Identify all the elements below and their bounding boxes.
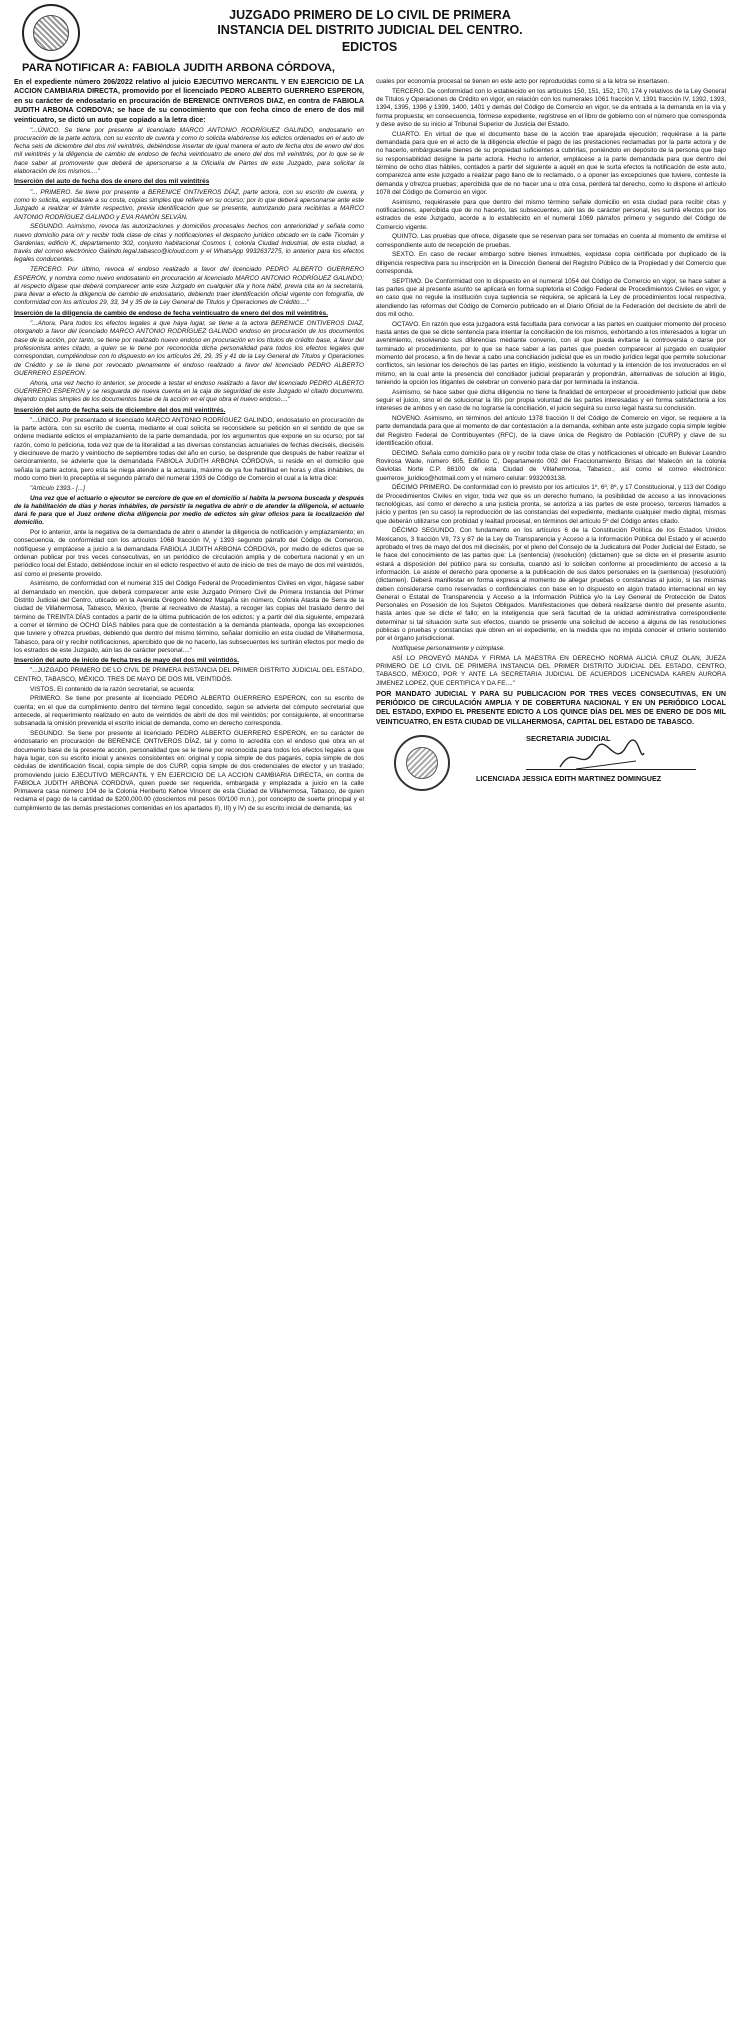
paragraph: SEXTO. En caso de recaer embargo sobre bienes inmuebles, expídase copia certificada por duplicado de la diligencia respectiva para su inscripción en la Dirección General del Registro Público de la Propiedad y del Comercio que corresponda. <box>376 251 726 276</box>
paragraph: ASÍ LO PROVEYÓ MANDA Y FIRMA LA MAESTRA EN DERECHO NORMA ALICIA CRUZ OLAN, JUEZA PRIMERO DE LO CIVIL DE PRIMERA INSTANCIA DEL PRIMER DISTRITO JUDICIAL DEL ESTADO, CENTRO, TABASCO, MÉXICO, POR Y ANTE LA SECRETARIA JUDICIAL DE ACUERDOS LICENCIADA KAREN AURORA JIMENEZ LOPEZ, QUE CERTIFICA Y DA FE...." <box>376 654 726 687</box>
paragraph: Una vez que el actuario o ejecutor se cerciore de que en el domicilio sí habita la persona buscada y después de la habilitación de días y horas inhábiles, de persistir la negativa de abrir o de atender la diligencia, el actuario dará fe para que el Juez ordene dicha diligencia por medio de edictos sin girar oficios para la localización del domicilio. <box>14 494 364 527</box>
paragraph: "... PRIMERO. Se tiene por presente a BERENICE ONTIVEROS DÍAZ, parte actora, con su escrito de cuenta, y como lo solicita, expídasele a su costa, copias simples que refiere en su ocurso; por lo que deberá apersonarse ante este Juzgado a realizar el trámite respectivo, previa identificación que se presente, autorizando para recibirlas a MARCO ANTONIO RODRÍGUEZ GALINDO y EVA RAMÓN SELVÁN. <box>14 188 364 221</box>
signature-line <box>526 769 696 770</box>
signature-title: SECRETARIA JUDICIAL <box>526 734 611 744</box>
paragraph: "...Ahora. Para todos los efectos legales a que haya lugar, se tiene a la actora BERENICE ONTIVEROS DIAZ, otorgando a favor del licenciado MARCO ANTONIO RODRÍGUEZ GALINDO endoso en procuración de los documentos base de la acción, por tanto, se tiene por realizado nuevo endoso en procuración en los títulos de crédito base, a favor del profesionista antes citado, a quien se le tiene por reconocida dicha personalidad para todos los efectos legales que correspondan, cumpliéndose con lo dispuesto en los artículos 26, 29, 35 y 41 de la Ley General de Títulos y Operaciones de Crédito y se le tiene por revocado plenamente el endoso realizado a favor del licenciado PEDRO ALBERTO GUERRERO ESPERON. <box>14 320 364 377</box>
paragraph: NOVENO. Asimismo, en términos del artículo 1378 fracción II del Código de Comercio en vigor, se requiere a la parte demandada para que al momento de dar contestación a la demanda, exhiban ante este juzgado copia simple legible del Registro Federal de Contribuyentes (RFC), de la clave única de Registro de Población (CURP) y clave de su identificación oficial. <box>376 415 726 447</box>
paragraph: QUINTO. Las pruebas que ofrece, dígasele que se reservan para ser tomadas en cuenta al momento de emitirse el correspondiente auto de recepción de pruebas. <box>376 233 726 249</box>
paragraph: "...JUZGADO PRIMERO DE LO CIVIL DE PRIMERA INSTANCIA DEL PRIMER DISTRITO JUDICIAL DEL ESTADO, CENTRO, TABASCO, MÉXICO. TRES DE MAYO DE DOS MIL VEINTIDÓS. <box>14 667 364 683</box>
left-column <box>14 78 364 814</box>
section-title: EDICTOS <box>341 40 398 54</box>
paragraph: CUARTO. En virtud de que el documento base de la acción trae aparejada ejecución; requiérase a la parte demandada para que en el acto de la diligencia efectúe el pago de las prestaciones reclamadas por la parte actora y de no hacerlo, embárguesele bienes de su propiedad suficientes a cubrirlas, poniéndolo en depósito de la persona que bajo su responsabilidad designe la parte actora. Hecho lo anterior, emplácese a la parte demandada para que dentro del término de ocho días hábiles, contados a partir del siguiente a aquél en que le surta efectos la notificación de este auto, comparezca ante este juzgado a realizar pago llano de lo reclamado, o a oponer las excepciones que tuviere, conteste la demanda y ofrezca pruebas; apercibida que de no hacer una u otra cosa, perderá tal derecho, como lo dispone el artículo 1078 del Código de Comercio en vigor. <box>376 130 726 196</box>
paragraph: "...ÚNICO. Se tiene por presente al licenciado MARCO ANTONIO RODRÍGUEZ GALINDO, endosatario en procuración de la parte actora, con su escrito de cuenta y como lo solicita elabórense los edictos ordenados en el auto de fecha seis de diciembre del dos mil veintitrés, debiéndose insertar de igual manera el auto de fecha dos de enero del dos mil veintitrés y la diligencia de cambio de endoso de fecha veinticuatro de enero del dos mil veintitrés, por lo que se le hace saber al promovente que deberá de apersonarse a la Oficialía de Partes de este Juzgado, para solicitar la elaboración de los mismos...." <box>14 126 364 176</box>
paragraph: DÉCIMO SEGUNDO. Con fundamento en los artículos 6 de la Constitución Política de los Estados Unidos Mexicanos, 3 fracción VII, 73 y 87 de la Ley de Transparencia y Acceso a la Información Pública del Estado y el acuerdo aprobado el tres de mayo del dos mil dieciséis, por el pleno del Consejo de la Judicatura del Poder Judicial del Estado, se le hace del conocimiento de las partes que: La (sentencia) (resolución) (dictamen) que se dicte en el presente asunto estará a disposición del público para su consulta, cuando así lo soliciten conforme al procedimiento de acceso a la información. Le asiste el derecho para oponerse a la publicación de sus datos personales en la (sentencia) (resolución) (dictamen). Deberá manifestar en forma expresa al momento de allegar pruebas o constancias al juicio, si las mismas deben considerarse como reservadas o confidenciales con base en lo dispuesto en algún tratado internacional en ley General o Estatal de Transparencia y Acceso a la Información Pública y/o la Ley General de Protección de Datos Personales en Posesión de los Sujetos Obligados. Manifestaciones que deberá realizarse dentro del presente asunto, hasta antes que se dicte el fallo; en la inteligencia que será facultad de la unidad administrativa correspondiente determinar si tal situación surte sus efectos, cuando se presente una solicitud de acceso a alguna de las resoluciones públicas o pruebas y constancias que obren en el expediente, en la medida que no impida conocer el criterio sostenido por el órgano jurisdiccional. <box>376 527 726 643</box>
paragraph: VISTOS. El contenido de la razón secretarial, se acuerda: <box>30 685 195 693</box>
paragraph: TERCERO. Por último, revoca el endoso realizado a favor del licenciado PEDRO ALBERTO GUERRERO ESPERON, y nombra como nuevo endosatario en procuración al licenciado MARCO ANTONIO RODRÍGUEZ GALINDO; al respecto dígase que deberá comparecer ante este Juzgado en cualquier día y hora hábil, previa cita en la secretaría, para llevar a efecto la diligencia de cambio de endosatario, debiendo traer identificación oficial vigente con fotografía, de conformidad con los artículos 29, 33, 34 y 35 de la Ley General de Títulos y Operaciones de Crédito...." <box>14 266 364 307</box>
paragraph: "...ÚNICO. Por presentado el licenciado MARCO ANTONIO RODRÍGUEZ GALINDO, endosatario en procuración de la parte actora, con su escrito de cuenta, mediante el cual solicita se reconsidere su petición en el sentido de que se ordene mediante edictos el emplazamiento de la parte demandada, por los argumentos que expone en su ocurso; por tal razón, como lo peticiona, toda vez que de la literalidad a las diversas constancias actuariales de fechas dieciséis, dieciséis y diecinueve de marzo y veintiocho de septiembre todas del año en curso, se desprende que después de haber realizar el cercioramiento, se advierte que la demandada FABIOLA JUDITH ARBONA CÓRDOVA, si reside en el domicilio que señala la parte actora, pero esta se niega atender a la actuaria, máxime de ya fue habilitad en horas y días inhábiles, de modo como bien lo preceptúa el segundo párrafo del numeral 1393 de Código de Comercio el cual a la letra dice: <box>14 416 364 482</box>
paragraph: Asimismo, requiérasele para que dentro del mismo término señale domicilio en esta ciudad para recibir citas y notificaciones, apercibida que de no hacerlo, las subsecuentes, aún las de carácter personal, les surtirá efectos por los estrados de este Juzgado, acorde a lo establecido en el numeral 1069 párrafos primero y segundo del Código de Comercio vigente. <box>376 198 726 231</box>
judicial-seal-icon <box>394 735 450 791</box>
signature-block <box>376 731 726 795</box>
paragraph: DÉCIMO PRIMERO. De conformidad con lo previsto por los artículos 1º, 6º, 8º, y 17 Constitucional, y 113 del Código de Procedimientos Civiles en vigor, toda vez que es un derecho humano, la posibilidad de acceso a las innovaciones tecnológicas, así como el derecho a una justicia pronta, se autoriza a las partes de este proceso, terceros llamados a juicio y peritos (en su caso) la reproducción de las constancias del expediente, mediante cualquier medio digital, mismas que deberán utilizarse con probidad y lealtad procesal, en términos del artículo 5º del Código antes citado. <box>376 484 726 525</box>
court-name <box>160 8 580 38</box>
paragraph: POR MANDATO JUDICIAL Y PARA SU PUBLICACION POR TRES VECES CONSECUTIVAS, EN UN PERIÓDICO DE CIRCULACIÓN AMPLIA Y DE COBERTURA NACIONAL Y EN UN PERIÓDICO LOCAL DEL ESTADO, EXPIDO EL PRESENTE EDICTO A LOS QUINCE DÍAS DEL MES DE ENERO DE DOS MIL VEINTICUATRO, EN ESTA CIUDAD DE VILLAHERMOSA, CAPITAL DEL ESTADO DE TABASCO. <box>376 689 726 726</box>
paragraph: DECIMO. Señala como domicilio para oír y recibir toda clase de citas y notificaciones el ubicado en Bulevar Leandro Rovirosa Wade, número 605, Edificio C, Departamento 002 del Fraccionamiento Brisas del Malecón en la colonia Gaviotas Norte C.P. 86100 de esta Ciudad de Villahermosa, Tabasco., así como el correo electrónico: guerreroe_juridico@hotmail.com y el número celular: 9932093138. <box>376 449 726 482</box>
edict-header <box>0 0 739 78</box>
paragraph: cuales por economía procesal se tienen en este acto por reproducidas como si a la letra se insertasen. <box>376 78 670 85</box>
paragraph: OCTAVO. En razón que esta juzgadora está facultada para convocar a las partes en cualquier momento del proceso hasta antes de que se dicte sentencia para intentar la conciliación de los mismos, exhortando a los interesados a lograr un avenimiento, resolviendo sus diferencias mediante convenio, con el que pueda evitarse la controversia o darse por terminado el procedimiento, por lo que se hace saber a las partes que pueden comparecer al juzgado en cualquier momento del proceso, a fin de llevar a cabo una conciliación judicial que es un medio jurídico legal que permite solucionar conflictos, sin lesionar los derechos de las partes en litigio, existiendo la voluntad y la intención de los involucrados en el mismo, en la cual ante la presencia del conciliador judicial prepararán y propondrán, alternativas de solución al litigio, teniendo la opción los litigantes de celebrar un convenio para dar por terminada la instancia. <box>376 320 726 386</box>
notify-line: PARA NOTIFICAR A: FABIOLA JUDITH ARBONA CÓRDOVA, <box>22 62 335 74</box>
court-line-1: JUZGADO PRIMERO DE LO CIVIL DE PRIMERA <box>229 8 511 22</box>
paragraph: Inserción del auto de fecha seis de diciembre del dos mil veintitrés. <box>14 406 226 414</box>
paragraph: Ahora, una vez hecho lo anterior, se procede a testar el endoso realizado a favor del licenciado PEDRO ALBERTO GUERRERO ESPERON y se resguarda de nueva cuenta en la caja de seguridad de este Juzgado el citado documento, dejando copias simples de los documentos base de la acción en el que obra el nuevo endoso...." <box>14 379 364 404</box>
paragraph: PRIMERO. Se tiene por presente al licenciado PEDRO ALBERTO GUERRERO ESPERON, con su escrito de cuenta; en el que da cumplimiento dentro del término legal concedido, según se advierte del cómputo secretarial que antecede, al requerimiento realizado en auto de veintidós de abril de dos mil veintidós; por consiguiente, al encontrarse subsanada la omisión prevenida el escrito inicial de demanda, como en derecho corresponda. <box>14 695 364 728</box>
paragraph: En el expediente número 206/2022 relativo al juicio EJECUTIVO MERCANTIL Y EN EJERCICIO DE LA ACCION CAMBIARIA DIRECTA, promovido por el licenciado PEDRO ALBERTO GUERRERO ESPERON, en su carácter de endosatario en procuración de BERENICE ONTIVEROS DIAZ, en contra de FABIOLA JUDITH ARBONA CORDOVA; se hace de su conocimiento que con fecha cinco de enero de dos mil veinticuatro, se dictó un auto que copiado a la letra dice: <box>14 78 364 124</box>
paragraph: "Artículo 1393.- [...] <box>30 484 85 492</box>
paragraph: Notifíquese personalmente y cúmplase. <box>392 645 506 653</box>
paragraph: Inserción del auto de inicio de fecha tres de mayo del dos mil veintidós. <box>14 657 239 665</box>
paragraph: TERCERO. De conformidad con lo establecido en los artículos 150, 151, 152, 170, 174 y relativos de la Ley General de Títulos y Operaciones de Crédito en vigor, en relación con los numerales 1061 fracción V, 1391 fracción IV, 1392, 1393, 1394, 1395, 1396 y 1399, 1400, 1401 y demás del Código de Comercio en vigor, se da entrada a la demanda en la vía y forma propuesta; en consecuencia, fórmese expediente, regístrese en el libro de gobierno con el número que corresponda y dese aviso de su inicio al Tribunal Superior de Justicia del Estado. <box>376 87 726 128</box>
paragraph: SEPTIMO. De Conformidad con lo dispuesto en el numeral 1054 del Código de Comercio en vigor, se hace saber a las partes que al presente asunto se aplicará en forma supletoria el Código Federal de Procedimientos Civiles en vigor, y en caso que no regule la institución cuya suplencia se requiera, se aplicará la Ley de procedimientos local respectiva, atendiendo las reformas del Código de Comercio publicado en el Diario Oficial de la Federación del decisiete de abril de dos mil ocho. <box>376 277 726 319</box>
signer-name: LICENCIADA JESSICA EDITH MARTINEZ DOMINGUEZ <box>476 774 662 784</box>
paragraph: Asimismo, se hace saber que dicha diligencia no tiene la finalidad de entorpecer el procedimiento judicial que debe seguir el juicio, sino el de solucionar la litis por propia voluntad de las partes interesadas y en forma satisfactoria a los intereses de ambos y en caso de no lograrse la conciliación, el juicio seguirá su curso legal hasta su conclusión. <box>376 388 726 413</box>
right-column <box>376 78 726 795</box>
paragraph: Asimismo, de conformidad con el numeral 315 del Código Federal de Procedimientos Civiles en vigor, hágase saber al demandado en mención, que deberá comparecer ante este Juzgado Primero Civil de Primera Instancia del Primer Distrito Judicial del Centro, ubicado en la Avenida Gregorio Méndez Magaña sin número, Colonia Atasta de Serra de la ciudad de Villahermosa, Tabasco, México, (frente al recreativo de Atasta), a recoger las copias del traslado dentro del término de TREINTA DÍAS contados a partir de la última publicación de los edictos; y a partir del día siguiente, empezará a correr el término de OCHO DÍAS hábiles para que de contestación a la demanda planteada, oponga las excepciones que tuviere y ofrezca pruebas, debiendo que dentro del mismo término, señalar domicilio en esta ciudad de Villahermosa, Tabasco, para oír y recibir notificaciones, apercibido que de no hacerlo, las subsecuentes les surtirán efectos por medio de los estrados de este Juzgado, aún las de carácter personal...." <box>14 580 364 654</box>
paragraph: Por lo anterior, ante la negativa de la demandada de abrir o atender la diligencia de notificación y emplazamiento; en consecuencia, de conformidad con los artículos 1068 fracción IV, y 1393 segundo párrafo del Código de Comercio, notifíquese y emplácese a juicio a la demandada FABIOLA JUDITH ARBONA CÓRDOVA, por medio de edictos que se ordenan publicar por tres veces consecutivas, en un periódico de circulación amplia y de cobertura nacional y en un periódico local del Estado, debiéndose incluir en el edicto respectivo el auto de inicio de tres de mayo de dos mil veintidós, así como el presente proveído. <box>14 529 364 578</box>
paragraph: Inserción de la diligencia de cambio de endoso de fecha veinticuatro de enero del dos mil veintitrés. <box>14 309 329 317</box>
paragraph: Inserción del auto de fecha dos de enero del dos mil veintitrés <box>14 178 210 186</box>
paragraph: SEGUNDO. Se tiene por presente al licenciado PEDRO ALBERTO GUERRERO ESPERON, en su carácter de endosatario en procuración de BERENICE ONTIVEROS DÍAZ, tal y como lo acredita con el endoso que obra en el documento base de la presente acción, personalidad que se le tiene por reconocida para todos los efectos legales a que haya lugar, con su escrito inicial y anexos consistentes en: original y copia simple de dos pagarés, copia simple de dos cédulas de identificación fiscal, copia simple de dos CURP, copia simple de dos credenciales de elector y un traslado; promoviendo juicio EJECUTIVO MERCANTIL Y EN EJERCICIO DE LA ACCION CAMBIARIA DIRECTA, en contra de FABIOLA JUDITH ARBONA CORDOVA, quien puede ser requerida, embargada y emplazada a juicio en la calle Primavera casa número 104 de la Colonia Heriberto Kehoe Vincent de esta Ciudad de Villahermosa, Tabasco, de quien reclama el pago de la cantidad de $200,000.00 (doscientos mil pesos 00/100 m.n.), por concepto de suerte principal y el cumplimiento de las demás prestaciones contenidas en los apartados II), III) y IV) de su escrito inicial de demanda, las <box>14 730 364 812</box>
paragraph: SEGUNDO. Asimismo, revoca las autorizaciones y domicilios procesales hechos con anterioridad y señala como nuevo domicilio para oír y recibir toda clase de citas y notificaciones el despacho jurídico ubicado en la calle Ticomán y Gardenias, edificio K, departamento 302, conjunto habitacional Cosmos I, colonia Ciudad Industrial, de esta ciudad, a través del correo electrónico Galindo.legal.tabasco@icloud.com y el WhatsApp 9932637275, lo anterior para los efectos legales conducentes. <box>14 223 364 264</box>
court-line-2: INSTANCIA DEL DISTRITO JUDICIAL DEL CENTRO. <box>217 23 523 37</box>
